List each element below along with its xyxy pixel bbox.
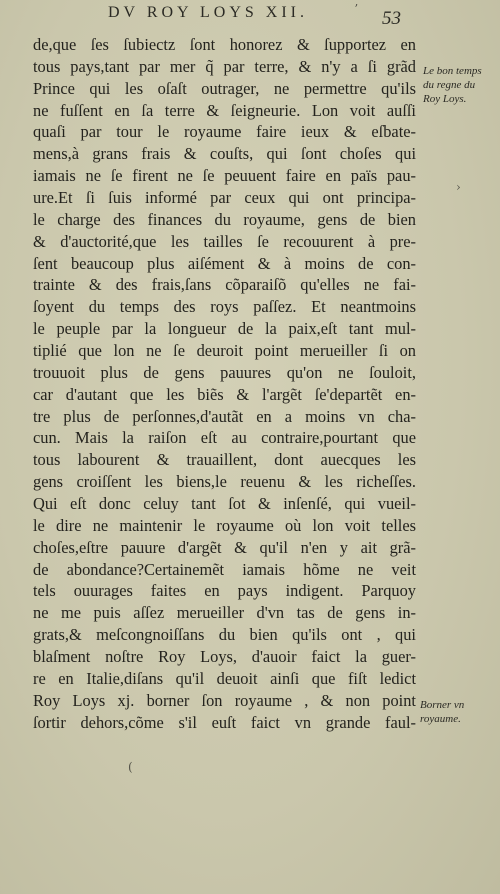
text-line: tels ouurages faites en pays indigent. Parquoy [33, 581, 416, 601]
margin-note-line: royaume. [420, 713, 461, 725]
ink-speck: › [456, 180, 461, 194]
text-line: grats,& meſcongnoiſſans du bien qu'ils ont , qui [33, 625, 416, 645]
text-line: trainte & des frais,ſans cõparaiſõ qu'elles ne fai- [33, 275, 416, 295]
margin-note-line: Borner vn [420, 699, 465, 711]
text-line: blaſment noſtre Roy Loys, d'auoir faict la guer- [33, 647, 416, 667]
text-line: car d'autant que les biẽs & l'argẽt ſe'departẽt en- [33, 384, 416, 404]
ink-speck: ʼ [354, 2, 358, 16]
text-line: le dire ne maintenir le royaume où lon voit telles [33, 515, 416, 535]
text-line: Qui eſt donc celuy tant ſot & inſenſé, qui vueil- [33, 494, 416, 514]
text-line: ure.Et ſi ſuis informé par ceux qui ont principa- [33, 188, 416, 208]
margin-note-borner [420, 698, 500, 726]
text-line: quaſi par tour le royaume faire ieux & eſbate- [33, 122, 416, 142]
text-line: ſent beaucoup plus aiſément & à moins de con- [33, 253, 416, 273]
text-line: le peuple par la longueur de la paix,eſt tant mul- [33, 319, 416, 339]
ink-speck: ( [128, 760, 133, 774]
text-line: & d'auctorité,que les tailles ſe recouurent à pre- [33, 231, 416, 251]
text-line: gens croiſſent les biens,le reuenu & les richeſſes. [33, 472, 416, 492]
text-line: le charge des finances du royaume, gens de bien [33, 209, 416, 229]
text-line: tous pays,tant par mer q̃ par terre, & n'y a ſi grãd [33, 56, 416, 76]
text-line: mens,à grans frais & couſts, qui ſont choſes qui [33, 144, 416, 164]
page-number: 53 [382, 8, 401, 29]
text-line: tous labourent & trauaillent, dont auecques les [33, 450, 416, 470]
margin-note-line: Roy Loys. [423, 93, 467, 105]
text-line: de,que ſes ſubiectz ſont honorez & ſupportez en [33, 35, 416, 54]
text-line: choſes,eſtre pauure d'argẽt & qu'il n'en y ait grã- [33, 537, 416, 557]
text-line: ne fuſſent en ſa terre & ſeigneurie. Lon voit auſſi [33, 100, 416, 120]
text-line: ſoyent du temps des roys paſſez. Et neantmoins [33, 297, 416, 317]
text-line: ſortir dehors,cõme s'il euſt faict vn grande faul- [33, 712, 416, 732]
running-head: DV ROY LOYS XII. [108, 4, 308, 21]
text-line: iamais ne ſe firent ne ſe peuuent faire en païs pau- [33, 166, 416, 186]
text-line: ne me puis aſſez merueiller d'vn tas de gens in- [33, 603, 416, 623]
text-line: Prince qui les oſaſt outrager, ne permettre qu'ils [33, 78, 416, 98]
text-line: tiplié que lon ne ſe deuroit point merueiller ſi on [33, 341, 416, 361]
margin-note-line: du regne du [423, 79, 476, 91]
margin-note-bon-temps [423, 64, 500, 106]
text-line: de abondance?Certainemẽt iamais hõme ne veit [33, 559, 416, 579]
text-line: tre plus de perſonnes,d'autãt en a moins vn cha- [33, 406, 416, 426]
text-line: cun. Mais la raiſon eſt au contraire,pourtant que [33, 428, 416, 448]
text-line: Roy Loys xj. borner ſon royaume , & non point [33, 690, 416, 710]
text-line: re en Italie,diſans qu'il deuoit ainſi que fiſt ledict [33, 668, 416, 688]
margin-note-line: Le bon temps [423, 65, 482, 77]
text-line: trouuoit plus de gens pauures qu'on ne ſouloit, [33, 362, 416, 382]
main-text-block [33, 34, 416, 734]
